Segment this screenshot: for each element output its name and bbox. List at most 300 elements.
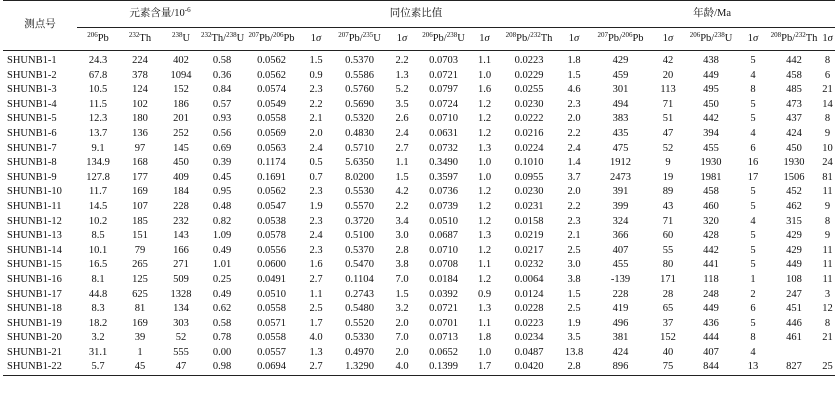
spot-id-cell: SHUNB1-7 [7, 142, 57, 154]
value-cell: 0.0563 [257, 142, 286, 154]
value-cell: 0.2743 [345, 288, 374, 300]
isotope-mass-superscript: 232 [201, 30, 212, 39]
column-header [768, 28, 820, 51]
isotope-mass-superscript: 206 [621, 30, 633, 39]
column-header-text: U [236, 32, 245, 44]
value-cell: 21 [822, 84, 833, 96]
value-cell: 10 [822, 142, 833, 154]
value-cell: 168 [132, 157, 148, 169]
value-cell: 844 [684, 360, 738, 375]
column-header-text: Pb/ [607, 32, 622, 44]
column-header-text: Th [139, 32, 152, 44]
value-cell: 3.0 [395, 230, 409, 242]
value-cell: 460 [703, 200, 719, 212]
value-cell: 1.3 [395, 69, 409, 81]
value-cell: 0.5520 [345, 317, 374, 329]
value-cell: 0.0230 [514, 186, 544, 198]
value-cell: 1.8 [477, 332, 492, 344]
value-cell: 2.2 [309, 98, 323, 110]
value-cell: 0.0562 [257, 186, 286, 198]
value-cell: 9 [665, 157, 671, 169]
value-cell: 0.0701 [429, 317, 458, 329]
value-cell: 97 [134, 142, 146, 154]
spot-id-cell: SHUNB1-12 [7, 215, 62, 227]
column-header-text: 1 [662, 32, 669, 44]
value-cell: 152 [660, 332, 676, 344]
column-header-text: σ [316, 32, 322, 44]
column-header-text: Pb/ [516, 32, 531, 44]
value-cell: 2.2 [567, 127, 581, 139]
value-cell: 402 [161, 51, 201, 69]
spot-id-cell: SHUNB1-19 [7, 317, 62, 329]
value-cell: 5.2 [395, 84, 409, 96]
table-row [3, 83, 835, 98]
value-cell: 1.1 [470, 51, 499, 69]
value-cell: 0.58 [201, 51, 243, 69]
value-cell: 0.0558 [257, 303, 286, 315]
value-cell: 4.2 [395, 186, 409, 198]
value-cell: 1506 [783, 171, 805, 183]
value-cell: 79 [134, 244, 146, 256]
value-cell: 80 [662, 259, 674, 271]
value-cell: 0.84 [212, 84, 232, 96]
value-cell: 3.5 [567, 332, 581, 344]
value-cell: 2.6 [395, 113, 409, 125]
value-cell: 3.2 [395, 303, 409, 315]
value-cell: 8 [820, 51, 835, 69]
header-ages: 年龄/Ma [589, 1, 835, 28]
value-cell: 0.5586 [345, 69, 374, 81]
value-cell: 315 [786, 215, 802, 227]
value-cell: 0.0557 [257, 346, 286, 358]
value-cell: 442 [768, 51, 820, 69]
isotope-mass-superscript: 207 [338, 30, 349, 39]
value-cell: 2.7 [395, 142, 409, 154]
value-cell: 437 [786, 113, 802, 125]
value-cell: 0.0713 [429, 332, 458, 344]
isotope-mass-superscript: 206 [689, 30, 701, 39]
column-header-text: 1 [479, 32, 485, 44]
value-cell: 0.78 [212, 332, 232, 344]
value-cell: 0.0732 [429, 142, 458, 154]
value-cell: 1930 [783, 157, 805, 169]
value-cell: 366 [612, 230, 629, 242]
value-cell: 0.0556 [257, 244, 286, 256]
value-cell: 0.0230 [514, 98, 544, 110]
value-cell: 47 [662, 127, 674, 139]
value-cell: 5 [750, 200, 756, 212]
value-cell: 0.0687 [429, 230, 458, 242]
spot-id-cell: SHUNB1-17 [7, 288, 62, 300]
value-cell: 1.9 [567, 317, 581, 329]
table-row [3, 244, 835, 259]
value-cell: 1094 [170, 69, 192, 81]
value-cell: 0.57 [212, 98, 232, 110]
value-cell: 124 [132, 84, 148, 96]
value-cell: 0.0217 [514, 244, 544, 256]
value-cell: 0.0955 [514, 171, 544, 183]
value-cell: 1.3 [477, 142, 492, 154]
column-header-text: 1 [747, 32, 754, 44]
value-cell: 201 [173, 113, 189, 125]
value-cell: 6 [750, 142, 756, 154]
column-header-text: U [182, 32, 191, 44]
value-cell: 5.7 [77, 360, 119, 375]
column-header [417, 28, 470, 51]
value-cell: 14 [822, 98, 833, 110]
value-cell: 1.3290 [332, 360, 387, 375]
value-cell: 127.8 [86, 171, 110, 183]
value-cell: 4 [750, 127, 756, 139]
value-cell: 450 [703, 98, 719, 110]
value-cell: 0.0710 [429, 113, 458, 125]
value-cell: 39 [134, 332, 146, 344]
value-cell: 75 [652, 360, 684, 375]
value-cell: 51 [662, 113, 674, 125]
value-cell: 136 [132, 127, 148, 139]
value-cell: 0.0216 [514, 127, 544, 139]
value-cell: 462 [786, 200, 802, 212]
value-cell: 0.0708 [429, 259, 458, 271]
value-cell: 1.1 [395, 157, 409, 169]
value-cell: 1.6 [309, 259, 323, 271]
value-cell: 555 [173, 346, 189, 358]
value-cell: 394 [703, 127, 719, 139]
value-cell: 442 [703, 113, 719, 125]
value-cell: 0.0652 [429, 346, 458, 358]
value-cell: 1.0 [477, 157, 492, 169]
value-cell: 9.1 [91, 142, 105, 154]
table-row [3, 185, 835, 200]
isotope-mass-superscript: 206 [272, 30, 284, 39]
value-cell: 8.3 [91, 303, 105, 315]
value-cell: 0.95 [212, 186, 232, 198]
value-cell: 0.1010 [514, 157, 544, 169]
value-cell: 4.6 [567, 84, 581, 96]
value-cell: 5 [750, 98, 756, 110]
value-cell: 186 [173, 98, 189, 110]
value-cell: 16 [747, 157, 759, 169]
value-cell: 4.0 [309, 332, 323, 344]
table-row [3, 360, 835, 375]
value-cell: 0.1174 [257, 157, 286, 169]
value-cell: 0.4970 [345, 346, 374, 358]
column-header-text: 1 [310, 32, 317, 44]
value-cell: 1.1 [309, 288, 323, 300]
value-cell: 320 [703, 215, 719, 227]
value-cell: 6 [824, 69, 831, 81]
value-cell: 449 [786, 259, 802, 271]
header-element-content-label: 元素含量/10 [129, 7, 185, 19]
value-cell: 0.0721 [429, 303, 458, 315]
value-cell: 0.0600 [257, 259, 286, 271]
value-cell: 13.7 [88, 127, 108, 139]
value-cell: 1.5 [300, 51, 332, 69]
column-header [684, 28, 738, 51]
column-header [738, 28, 768, 51]
value-cell: 0.0124 [514, 288, 544, 300]
value-cell: 7.0 [395, 332, 409, 344]
column-header-text: Pb/ [432, 32, 447, 44]
value-cell: 152 [173, 84, 189, 96]
value-cell: 1930 [700, 157, 722, 169]
value-cell: 1.7 [470, 360, 499, 375]
value-cell: 459 [612, 69, 629, 81]
value-cell: 2.3 [567, 215, 581, 227]
value-cell [820, 346, 835, 361]
header-element-content [77, 1, 243, 28]
value-cell: 407 [703, 346, 719, 358]
value-cell: 381 [612, 332, 629, 344]
value-cell: 166 [173, 244, 189, 256]
value-cell: 458 [786, 69, 802, 81]
value-cell: 1.2 [477, 244, 492, 256]
value-cell: 2.8 [395, 244, 409, 256]
value-cell: 1 [137, 346, 143, 358]
value-cell: 1.2 [477, 113, 492, 125]
value-cell: 40 [662, 346, 674, 358]
value-cell: 10.1 [88, 244, 108, 256]
value-cell: 0.49 [212, 288, 232, 300]
value-cell: 1.5 [567, 69, 581, 81]
value-cell: 424 [786, 127, 802, 139]
value-cell: 17 [747, 171, 759, 183]
column-header [300, 28, 332, 51]
value-cell: 0.0736 [429, 186, 458, 198]
spot-id-cell: SHUNB1-16 [7, 273, 62, 285]
column-header-text: Th [805, 32, 818, 44]
column-header-text: Th/ [211, 32, 227, 44]
value-cell: 184 [173, 186, 189, 198]
value-cell: 0.1399 [417, 360, 470, 375]
table-row [3, 156, 835, 171]
header-element-content-exponent: -6 [184, 5, 191, 14]
value-cell: 2.3 [309, 84, 323, 96]
value-cell: 383 [612, 113, 629, 125]
column-header-text: σ [402, 32, 408, 44]
column-header-text: Pb [97, 32, 109, 44]
value-cell: 5.6350 [345, 157, 374, 169]
value-cell: 45 [119, 360, 161, 375]
value-cell: 2 [750, 288, 756, 300]
value-cell: 0.0229 [514, 69, 544, 81]
value-cell: 12 [822, 303, 833, 315]
value-cell: 0.0222 [514, 113, 544, 125]
value-cell: 134 [173, 303, 189, 315]
value-cell: 2.5 [309, 303, 323, 315]
value-cell: 2.2 [395, 200, 409, 212]
value-cell: 424 [612, 346, 629, 358]
column-header-text: σ [827, 32, 833, 44]
table-row [3, 51, 835, 69]
value-cell: 3.8 [395, 259, 409, 271]
value-cell: 11 [822, 244, 833, 256]
column-header-text: 1 [396, 32, 403, 44]
value-cell: 509 [173, 273, 189, 285]
value-cell: 0.9 [309, 69, 323, 81]
column-header-text: σ [753, 32, 759, 44]
column-header-text: Pb/ [781, 32, 796, 44]
value-cell: 303 [173, 317, 189, 329]
value-cell: 118 [703, 273, 719, 285]
value-cell: 2.4 [395, 127, 409, 139]
value-cell: 409 [173, 171, 189, 183]
value-cell: 5 [750, 113, 756, 125]
value-cell: 171 [660, 273, 676, 285]
column-header [201, 28, 243, 51]
value-cell: 10.2 [88, 215, 108, 227]
column-header-text: 1 [568, 32, 575, 44]
value-cell: 0.5370 [345, 244, 374, 256]
value-cell: 0.0558 [257, 332, 286, 344]
value-cell: 0.0223 [514, 317, 544, 329]
value-cell: 0.49 [212, 244, 232, 256]
value-cell: 20 [662, 69, 674, 81]
value-cell: 3.0 [567, 259, 581, 271]
column-header [332, 28, 387, 51]
value-cell: 446 [786, 317, 802, 329]
value-cell: 9 [824, 200, 831, 212]
value-cell: 1.0 [477, 346, 492, 358]
column-header [820, 28, 835, 51]
value-cell: 1.8 [559, 51, 589, 69]
value-cell: 6 [750, 303, 756, 315]
value-cell: 475 [612, 142, 629, 154]
value-cell: 2.1 [567, 230, 581, 242]
value-cell: 102 [132, 98, 148, 110]
value-cell: 0.3597 [429, 171, 458, 183]
zircon-age-table [3, 0, 835, 376]
value-cell: 248 [703, 288, 719, 300]
value-cell: 145 [173, 142, 189, 154]
table-body [3, 51, 835, 376]
value-cell: 4 [750, 215, 756, 227]
value-cell: 1.5 [395, 288, 409, 300]
value-cell: 1.2 [477, 186, 492, 198]
spot-id-cell: SHUNB1-10 [7, 186, 62, 198]
value-cell: 108 [786, 273, 802, 285]
value-cell: 438 [684, 51, 738, 69]
value-cell: 5 [750, 259, 756, 271]
column-header-text: Th [540, 32, 553, 44]
value-cell: 2.0 [567, 113, 581, 125]
isotope-mass-superscript: 208 [505, 30, 517, 39]
value-cell: 428 [703, 230, 719, 242]
value-cell: 0.39 [212, 157, 232, 169]
value-cell: 5 [750, 186, 756, 198]
value-cell: 11.7 [89, 186, 107, 198]
value-cell: 2.4 [567, 142, 581, 154]
value-cell: 0.0510 [429, 215, 458, 227]
value-cell: 1.3 [309, 346, 323, 358]
value-cell: 3 [824, 288, 831, 300]
table-row [3, 98, 835, 113]
value-cell: 2.7 [300, 360, 332, 375]
value-cell: 0.0571 [257, 317, 286, 329]
value-cell: 52 [662, 142, 674, 154]
value-cell: 13.8 [564, 346, 584, 358]
spot-id-cell: SHUNB1-18 [7, 303, 62, 315]
value-cell: 3.4 [395, 215, 409, 227]
column-header [161, 28, 201, 51]
value-cell: 0.36 [212, 69, 232, 81]
table-row [3, 142, 835, 157]
table-row [3, 69, 835, 84]
spot-id-cell: SHUNB1-21 [7, 346, 62, 358]
value-cell: 0.5 [309, 157, 323, 169]
value-cell: 0.0420 [499, 360, 559, 375]
column-header [119, 28, 161, 51]
value-cell: 0.4830 [345, 127, 374, 139]
value-cell: 0.0562 [257, 69, 286, 81]
value-cell: 52 [175, 332, 187, 344]
spot-id-cell: SHUNB1-8 [7, 157, 57, 169]
value-cell: 0.5570 [345, 200, 374, 212]
value-cell: 0.0255 [514, 84, 544, 96]
value-cell: 151 [132, 230, 148, 242]
column-header [77, 28, 119, 51]
value-cell: 1.1 [477, 259, 492, 271]
value-cell: 1.3 [477, 230, 492, 242]
value-cell: 827 [768, 360, 820, 375]
value-cell: 11 [822, 186, 833, 198]
value-cell: 0.1691 [257, 171, 286, 183]
value-cell: 18.2 [88, 317, 108, 329]
value-cell: 0.5760 [345, 84, 374, 96]
value-cell: 0.0064 [514, 273, 544, 285]
value-cell: 399 [612, 200, 629, 212]
table-row [3, 215, 835, 230]
value-cell: 1.2 [477, 98, 492, 110]
column-headers [3, 28, 835, 51]
table-row [3, 171, 835, 186]
value-cell: 1 [750, 273, 756, 285]
value-cell: 0.1104 [345, 273, 374, 285]
value-cell: 81 [822, 171, 833, 183]
value-cell: 4 [750, 69, 756, 81]
value-cell: 2.7 [309, 273, 323, 285]
table-row [3, 302, 835, 317]
value-cell: 2.3 [309, 186, 323, 198]
value-cell: 8.0200 [345, 171, 374, 183]
value-cell: 0.5710 [345, 142, 374, 154]
value-cell: 31.1 [88, 346, 108, 358]
value-cell: 19 [662, 171, 674, 183]
value-cell: 2.0 [395, 346, 409, 358]
isotope-mass-superscript: 238 [446, 30, 458, 39]
value-cell: 21 [822, 332, 833, 344]
value-cell: 2.2 [567, 200, 581, 212]
value-cell: 28 [662, 288, 674, 300]
value-cell: 0.0224 [514, 142, 544, 154]
value-cell: 0.0228 [514, 303, 544, 315]
value-cell: 37 [662, 317, 674, 329]
value-cell: 0.0158 [514, 215, 544, 227]
value-cell: 407 [612, 244, 629, 256]
value-cell: 232 [173, 215, 189, 227]
value-cell: 1.3 [477, 303, 492, 315]
value-cell: 449 [703, 303, 719, 315]
value-cell: 224 [119, 51, 161, 69]
value-cell: 450 [173, 157, 189, 169]
value-cell: 1.0 [477, 171, 492, 183]
value-cell: 0.0231 [514, 200, 544, 212]
value-cell: 0.0219 [514, 230, 544, 242]
value-cell: 2.1 [309, 113, 323, 125]
value-cell: 1.5 [395, 171, 409, 183]
value-cell: 1.2 [477, 273, 492, 285]
isotope-mass-superscript: 232 [795, 30, 806, 39]
